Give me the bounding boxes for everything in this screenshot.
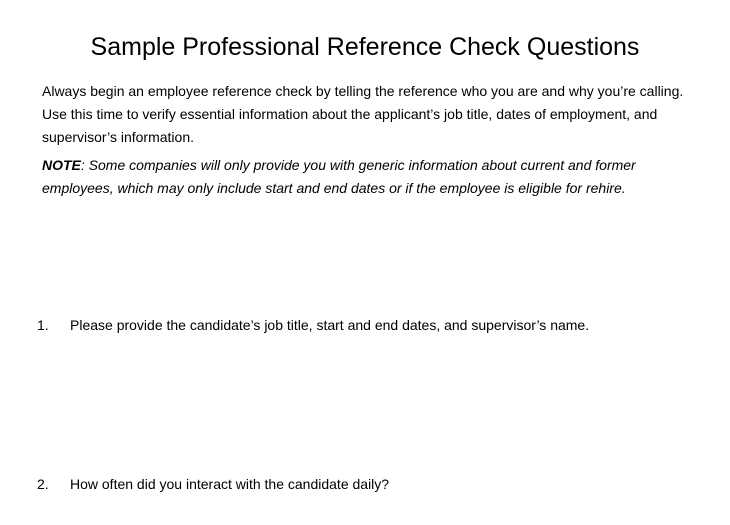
note-paragraph (42, 154, 702, 200)
question-text: Please provide the candidate’s job title, start and end dates, and supervisor’s name. (70, 317, 590, 333)
question-text: How often did you interact with the candidate daily? (70, 476, 390, 492)
question-number: 2. (37, 476, 49, 492)
question-item (37, 474, 697, 494)
question-item (37, 315, 697, 335)
note-text: : Some companies will only provide you with generic information about current and former employees, which may only include start and end dates or if the employee is eligible for rehire. (42, 157, 636, 196)
intro-paragraph: Always begin an employee reference check by telling the reference who you are and why you’re calling. Use this time to verify essential information about the applicant’s job title, dates of employment, and supervisor’s information. (42, 83, 684, 145)
note-label: NOTE (42, 157, 81, 173)
question-number: 1. (37, 317, 49, 333)
page-title: Sample Professional Reference Check Questions (90, 33, 640, 61)
